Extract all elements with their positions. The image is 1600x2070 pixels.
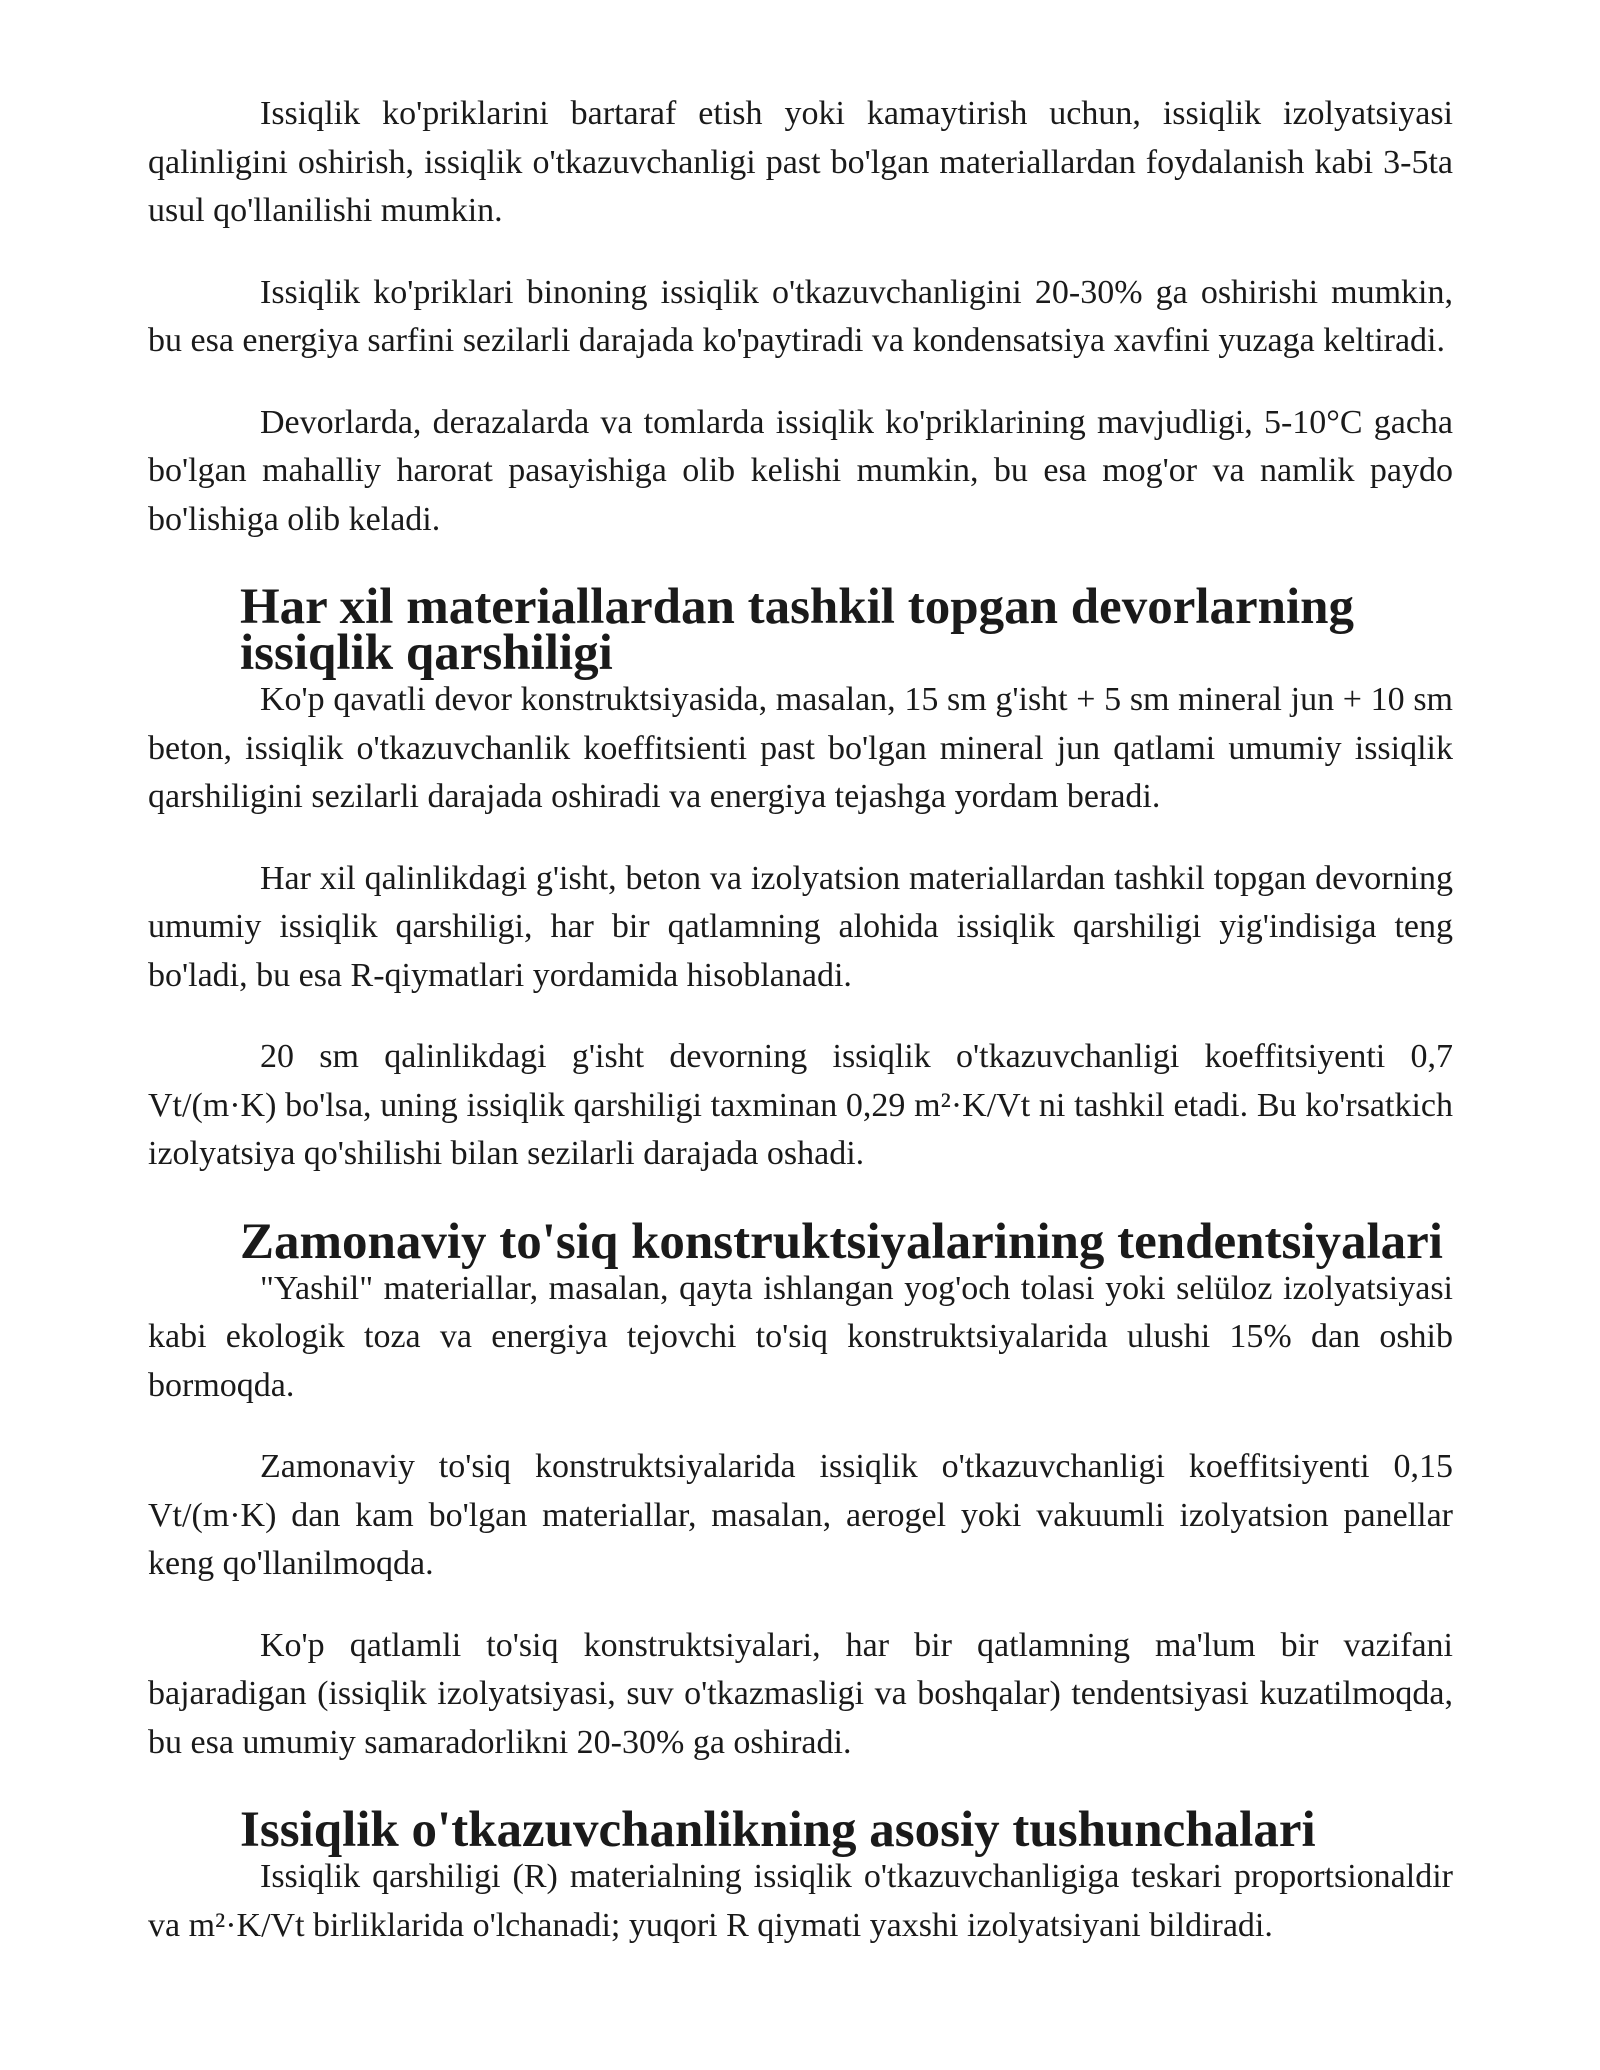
paragraph: Devorlarda, derazalarda va tomlarda issiqlik ko'priklarining mavjudligi, 5-10°C gacha bo'lgan mahalliy harorat pasayishiga olib kelishi mumkin, bu esa mog'or va namlik paydo bo'lishiga olib keladi.: [148, 403, 1453, 538]
paragraph: Issiqlik ko'priklari binoning issiqlik o'tkazuvchanligini 20-30% ga oshirishi mumkin, bu esa energiya sarfini sezilarli darajada ko'paytiradi va kondensatsiya xavfini yuzaga keltiradi.: [148, 273, 1453, 359]
paragraph: Issiqlik ko'priklarini bartaraf etish yoki kamaytirish uchun, issiqlik izolyatsiyasi qalinligini oshirish, issiqlik o'tkazuvchanligi past bo'lgan materiallardan foydalanish kabi 3-5ta usul qo'llanilishi mumkin.: [148, 95, 1453, 229]
paragraph: Issiqlik qarshiligi (R) materialning issiqlik o'tkazuvchanligiga teskari proportsionaldir va m²·K/Vt birliklarida o'lchanadi; yuqori R qiymati yaxshi izolyatsiyani bildiradi.: [148, 1858, 1453, 1944]
paragraph: Zamonaviy to'siq konstruktsiyalarida issiqlik o'tkazuvchanligi koeffitsiyenti 0,15 Vt/(m·K) dan kam bo'lgan materiallar, masalan, aerogel yoki vakuumli izolyatsion panellar keng qo'llanilmoqda.: [148, 1448, 1453, 1582]
paragraph: 20 sm qalinlikdagi g'isht devorning issiqlik o'tkazuvchanligi koeffitsiyenti 0,7 Vt/(m·K) bo'lsa, uning issiqlik qarshiligi taxminan 0,29 m²·K/Vt ni tashkil etadi. Bu ko'rsatkich izolyatsiya qo'shilishi bilan sezilarli darajada oshadi.: [148, 1038, 1453, 1172]
section-heading: Zamonaviy to'siq konstruktsiyalarining tendentsiyalari: [240, 1213, 1443, 1270]
paragraph: Har xil qalinlikdagi g'isht, beton va izolyatsion materiallardan tashkil topgan devorning umumiy issiqlik qarshiligi, har bir qatlamning alohida issiqlik qarshiligi yig'indisiga teng bo'ladi, bu esa R-qiymatlari yordamida hisoblanadi.: [148, 859, 1453, 994]
paragraph: "Yashil" materiallar, masalan, qayta ishlangan yog'och tolasi yoki selüloz izolyatsiyasi kabi ekologik toza va energiya tejovchi to'siq konstruktsiyalarida ulushi 15% dan oshib bormoqda.: [148, 1269, 1453, 1404]
paragraph: Ko'p qatlamli to'siq konstruktsiyalari, har bir qatlamning ma'lum bir vazifani bajaradigan (issiqlik izolyatsiyasi, suv o'tkazmasligi va boshqalar) tendentsiyasi kuzatilmoqda, bu esa umumiy samaradorlikni 20-30% ga oshiradi.: [148, 1626, 1453, 1761]
document-page: [148, 90, 1453, 1983]
paragraph: Ko'p qavatli devor konstruktsiyasida, masalan, 15 sm g'isht + 5 sm mineral jun + 10 sm beton, issiqlik o'tkazuvchanlik koeffitsienti past bo'lgan mineral jun qatlami umumiy issiqlik qarshiligini sezilarli darajada oshiradi va energiya tejashga yordam beradi.: [148, 681, 1453, 815]
section-heading: Issiqlik o'tkazuvchanlikning asosiy tushunchalari: [240, 1802, 1316, 1858]
section-heading: Har xil materiallardan tashkil topgan devorlarning issiqlik qarshiligi: [240, 579, 1355, 681]
